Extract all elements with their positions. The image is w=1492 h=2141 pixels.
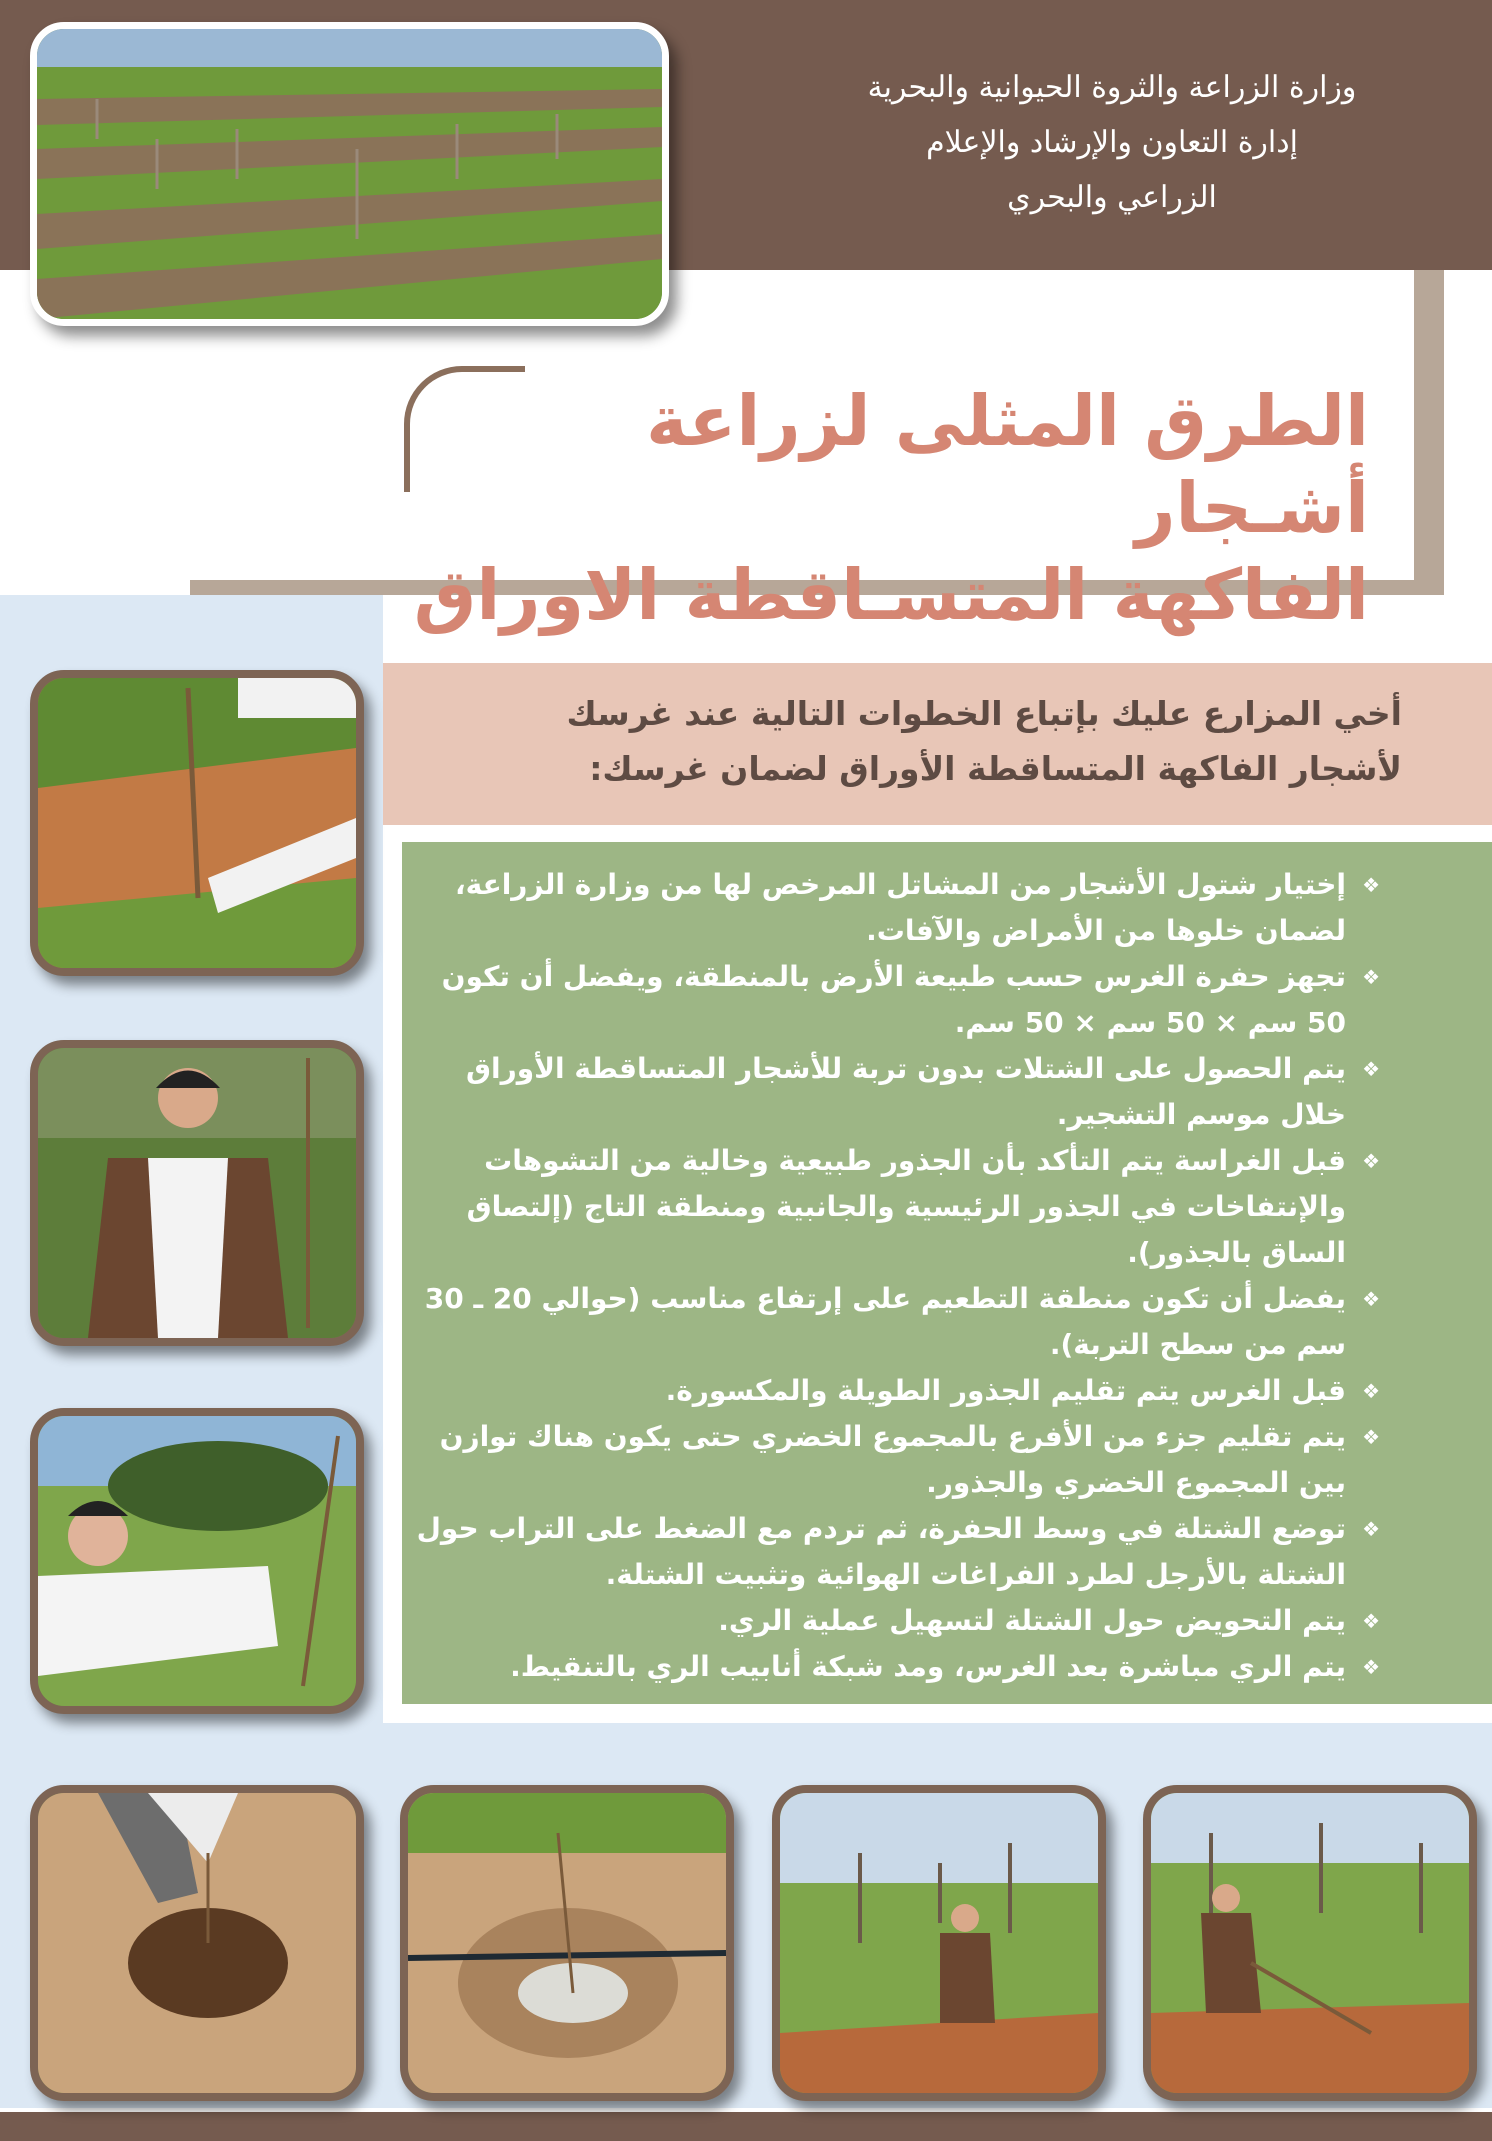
step-item: ❖ يتم الري مباشرة بعد الغرس، ومد شبكة أنابيب الري بالتنقيط. <box>400 1644 1380 1690</box>
step-item: ❖ توضع الشتلة في وسط الحفرة، ثم تردم مع الضغط على التراب حول الشتلة بالأرجل لطرد الفراغات الهوائية وتثبيت الشتلة. <box>400 1506 1380 1598</box>
ministry-line: إدارة التعاون والإرشاد والإعلام <box>926 125 1298 160</box>
orchard-photo <box>30 22 669 326</box>
planting-photo-3 <box>30 1408 364 1714</box>
digging-image <box>780 1793 1098 2093</box>
steps-list <box>400 862 1380 1690</box>
title-line: الفاكهة المتسـاقطة الاوراق <box>413 554 1369 636</box>
intro-line: لأشجار الفاكهة المتساقطة الأوراق لضمان غرسك: <box>589 749 1402 788</box>
digging-photo-1 <box>772 1785 1106 2101</box>
step-item: ❖ تجهز حفرة الغرس حسب طبيعة الأرض بالمنطقة، ويفضل أن تكون 50 سم × 50 سم × 50 سم. <box>400 954 1380 1046</box>
intro-line: أخي المزارع عليك بإتباع الخطوات التالية عند غرسك <box>566 694 1402 733</box>
orchard-image <box>37 29 662 319</box>
planting-image <box>38 678 356 968</box>
step-item: ❖ يتم التحويض حول الشتلة لتسهيل عملية الري. <box>400 1598 1380 1644</box>
footer-band <box>0 2112 1492 2141</box>
step-item: ❖ يتم تقليم جزء من الأفرع بالمجموع الخضري حتى يكون هناك توازن بين المجموع الخضري والجذور. <box>400 1414 1380 1506</box>
digging-photo-2 <box>1143 1785 1477 2101</box>
step-item: ❖ يتم الحصول على الشتلات بدون تربة للأشجار المتساقطة الأوراق خلال موسم التشجير. <box>400 1046 1380 1138</box>
irrigation-image <box>408 1793 726 2093</box>
ministry-line: الزراعي والبحري <box>1007 180 1217 215</box>
hole-image <box>38 1793 356 2093</box>
planting-photo-1 <box>30 670 364 976</box>
ministry-line: وزارة الزراعة والثروة الحيوانية والبحرية <box>867 70 1357 105</box>
hole-photo <box>30 1785 364 2101</box>
irrigation-photo <box>400 1785 734 2101</box>
step-item: ❖ إختيار شتول الأشجار من المشاتل المرخص لها من وزارة الزراعة، لضمان خلوها من الأمراض والآفات. <box>400 862 1380 954</box>
digging-image <box>1151 1793 1469 2093</box>
farmer-image <box>38 1048 356 1338</box>
page-title <box>409 378 1369 639</box>
pruning-image <box>38 1416 356 1706</box>
intro-text <box>452 686 1402 796</box>
step-item: ❖ قبل الغرس يتم تقليم الجذور الطويلة والمكسورة. <box>400 1368 1380 1414</box>
ministry-header <box>802 60 1422 225</box>
step-item: ❖ قبل الغراسة يتم التأكد بأن الجذور طبيعية وخالية من التشوهات والإنتفاخات في الجذور الرئيسية والجانبية ومنطقة التاج (إلتصاق الساق بالجذور). <box>400 1138 1380 1276</box>
title-line: الطرق المثلى لزراعة أشـجار <box>646 380 1369 549</box>
planting-photo-2 <box>30 1040 364 1346</box>
step-item: ❖ يفضل أن تكون منطقة التطعيم على إرتفاع مناسب (حوالي 20 ـ 30 سم من سطح التربة). <box>400 1276 1380 1368</box>
